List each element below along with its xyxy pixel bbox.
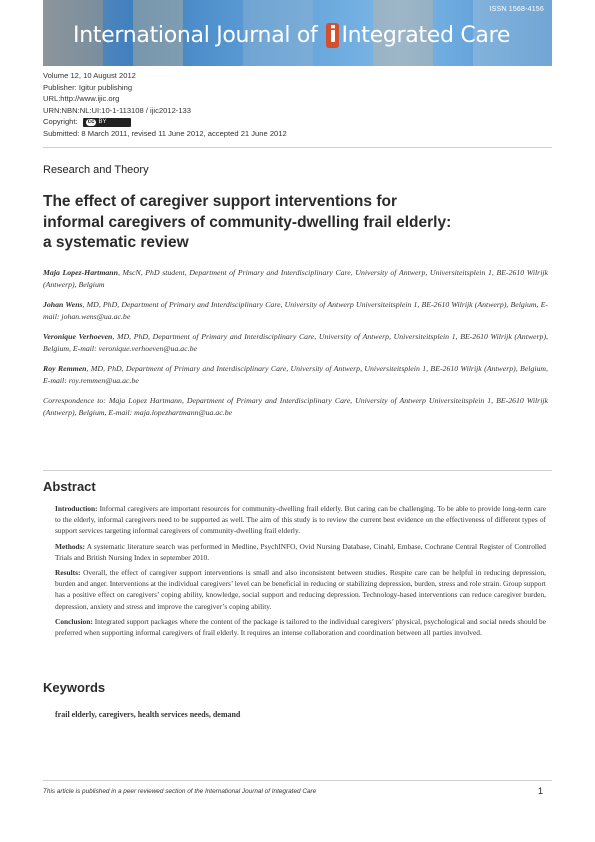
abstract-label: Methods: <box>55 541 85 551</box>
author-affiliation: , MD, PhD, Department of Primary and Interdisciplinary Care, University of Antwerp Universiteitsplein 1, BE-2610 Wilrijk (Antwerp), Belgium, E-mail: johan.wens@ua.ac.be <box>43 300 548 321</box>
volume: Volume 12, 10 August 2012 <box>43 71 136 80</box>
publisher: Publisher: Igitur publishing <box>43 82 133 92</box>
title-line: a systematic review <box>43 234 189 251</box>
journal-url[interactable]: URL:http://www.ijic.org <box>43 94 120 104</box>
issn: ISSN 1568-4156 <box>489 6 544 13</box>
publication-meta <box>43 70 287 140</box>
title-line: The effect of caregiver support interventions for <box>43 193 397 210</box>
journal-logo-icon: i <box>326 23 339 48</box>
journal-title-suffix: Integrated Care <box>341 23 511 48</box>
author-entry <box>43 299 548 323</box>
abstract-text: Overall, the effect of caregiver support interventions is small and also inconsistent between studies. Respite care can be helpful in reducing depression, burden and anger. Interventions at the individual caregivers’ level can be beneficial in reducing or stabilizing depression, burden, stress and role strain. Group support has a positive effect on caregivers’ coping ability, knowledge, social support and reducing depression. Technology-based interventions can reduce caregiver burden, depression, anxiety and stress and improve the caregiver’s coping ability. <box>55 568 546 611</box>
author-affiliation: , MD, PhD, Department of Primary and Interdisciplinary Care, University of Antwerp, Universiteitsplein 1, BE-2610 Wilrijk (Antwerp), Belgium, E-mail: veronique.verhoeven@ua.ac.be <box>43 332 548 353</box>
license-by-label: BY <box>98 118 107 125</box>
abstract-body <box>55 503 546 642</box>
abstract-divider <box>43 470 552 471</box>
abstract-section <box>55 616 546 638</box>
abstract-section <box>55 567 546 612</box>
author-list <box>43 267 548 427</box>
author-entry <box>43 331 548 355</box>
abstract-label: Conclusion: <box>55 616 93 626</box>
author-name: Veronique Verhoeven <box>43 332 113 342</box>
author-affiliation: , MD, PhD, Department of Primary and Interdisciplinary Care, University of Antwerp, Universiteitsplein 1, BE-2610 Wilrijk (Antwerp), Belgium, E-mail: roy.remmen@ua.ac.be <box>43 364 548 386</box>
abstract-section <box>55 503 546 537</box>
abstract-label: Results: <box>55 568 81 578</box>
abstract-text: Informal caregivers are important resources for community-dwelling frail elderly. But caring can be challenging. To be able to provide long-term care to the elderly, informal caregivers need to be supported as well. The aim of this study is to review the current best evidence on the effectiveness of different types of support services targeting informal caregivers of community-dwelling frail elderly. <box>55 504 546 536</box>
journal-banner <box>43 0 552 66</box>
submission-dates: Submitted: 8 March 2011, revised 11 June 2012, accepted 21 June 2012 <box>43 128 287 138</box>
abstract-heading: Abstract <box>43 479 96 494</box>
page-number: 1 <box>538 786 544 796</box>
correspondence: Correspondence to: Maja Lopez Hartmann, Department of Primary and Interdisciplinary Care, University of Antwerp Universiteitsplein 1, BE-2610 Wilrijk (Antwerp), Belgium, E-mail: maja.lopezhartmann@ua.ac.be <box>43 396 548 418</box>
article-category: Research and Theory <box>43 164 149 176</box>
copyright-row <box>43 116 287 128</box>
author-entry <box>43 267 548 291</box>
keywords-heading: Keywords <box>43 680 106 695</box>
abstract-label: Introduction: <box>55 504 98 513</box>
abstract-text: Integrated support packages where the content of the package is tailored to the individual caregivers’ physical, psychological and social needs should be preferred when supporting informal caregivers of frail elderly. It requires an intense collaboration and coordination between all parties involved. <box>55 616 546 638</box>
author-affiliation: , MscN, PhD student, Department of Primary and Interdisciplinary Care, University of Antwerp, Universiteitsplein 1, BE-2610 Wilrijk (Antwerp), Belgium <box>43 268 548 289</box>
author-name: Johan Wens <box>43 300 83 310</box>
journal-title-prefix: International Journal of <box>73 23 325 48</box>
author-name: Maja Lopez-Hartmann <box>43 268 118 277</box>
author-entry <box>43 363 548 387</box>
title-line: informal caregivers of community-dwelling frail elderly: <box>43 213 452 231</box>
article-title <box>43 192 543 254</box>
abstract-section <box>55 541 546 563</box>
keywords-list: frail elderly, caregivers, health services needs, demand <box>55 710 241 719</box>
cc-icon: cc <box>87 118 95 125</box>
abstract-text: A systematic literature search was performed in Medline, PsychINFO, Ovid Nursing Database, Cinahl, Embase, Cochrane Central Register of Controlled Trials and British Nursing Index in september 2010. <box>55 541 546 562</box>
footer-note: This article is published in a peer reviewed section of the International Journal of Integrated Care <box>43 788 317 795</box>
header-divider <box>43 147 552 148</box>
footer-divider <box>43 780 552 781</box>
author-name: Roy Remmen <box>43 364 87 374</box>
journal-title <box>73 23 510 48</box>
cc-license-badge[interactable] <box>83 118 131 127</box>
urn: URN:NBN:NL:UI:10-1-113108 / ijic2012-133 <box>43 105 192 115</box>
copyright-label: Copyright: <box>43 117 78 127</box>
